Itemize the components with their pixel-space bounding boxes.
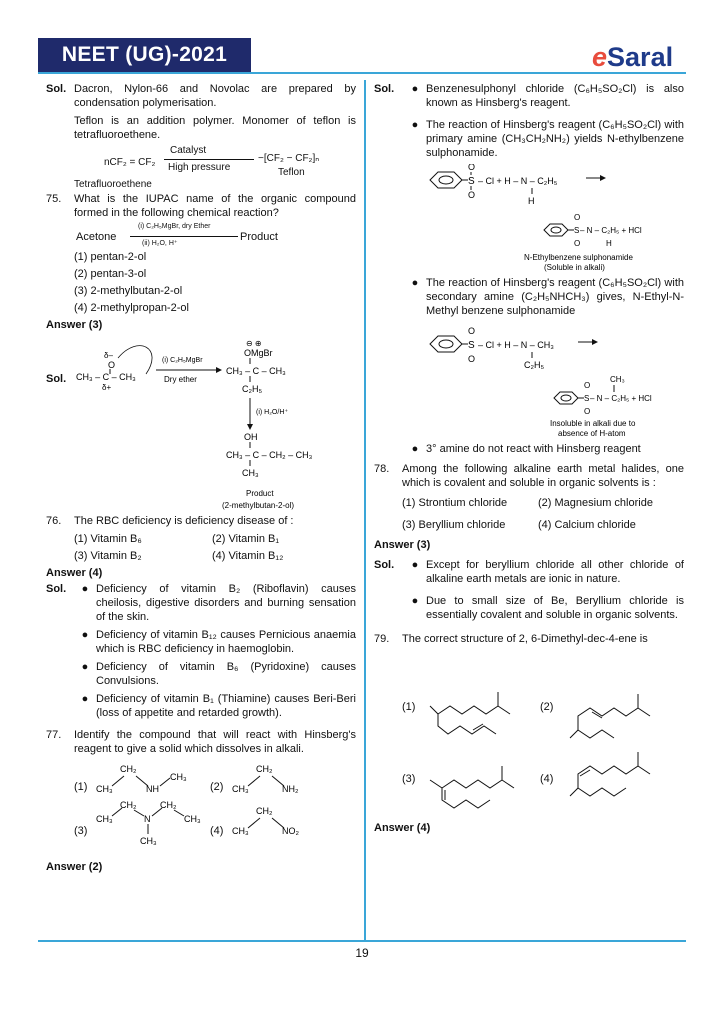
hinsberg-secondary-text: The reaction of Hinsberg's reagent (C₆H₅SO₂Cl) with secondary amine (C₂H₅NHCH₃) gives, N-Ethyl-N-Methyl benzene sulphonamide xyxy=(426,277,684,317)
svg-text:S: S xyxy=(468,176,475,187)
svg-text:O: O xyxy=(584,407,591,416)
q77-option1-structure xyxy=(94,760,204,800)
sol-label: Sol. xyxy=(374,83,395,95)
svg-text:CH₃ – C – CH₃: CH₃ – C – CH₃ xyxy=(76,372,136,382)
svg-text:CH₂: CH₂ xyxy=(256,806,273,816)
svg-text:CH₃: CH₃ xyxy=(170,772,187,782)
column-divider xyxy=(364,80,366,940)
q79-option1-structure xyxy=(422,668,532,748)
svg-text:N-Ethylbenzene sulphonamide: N-Ethylbenzene sulphonamide xyxy=(524,253,633,262)
sol-text: Dacron, Nylon-66 and Novolac are prepared by condensation polymerisation. Teflon is an addition polymer. Monomer of teflon is tetrafluoroethene. xyxy=(74,83,356,141)
svg-text:CH₃: CH₃ xyxy=(96,784,113,794)
svg-text:OMgBr: OMgBr xyxy=(244,348,273,358)
svg-text:S: S xyxy=(574,226,580,235)
right-column: Sol. ● Benzenesulphonyl chloride (C₆H₅SO₂Cl) is also known as Hinsberg's reagent. ● The reaction of Hinsberg's reagent (C₆H₅SO₂Cl) with primary amine (CH₃CH₂NH₂) yields N-ethylbenzene sulphonamide. S O O – Cl + H – N – C₂H₅ H S O O – N – C₂H₅ + HCl H N-Ethylbenzene sulphonamide (Soluble in alkali) ● The reaction of Hinsberg's reagent (C₆H₅SO₂Cl) with secondary amine (C₂H₅NHCH₃) gives, N-Ethyl-N-Methyl benzene sulphonamide S O O – Cl + H – N – CH₃ C₂H₅ S O O – N – C₂H₅ + HCl CH₃ Insoluble in alkali due to absence of H-atom ● 3° amine do not react with Hinsberg reagent 78. Among the following alkaline earth metal halides, one which is covalent and soluble in organic solvents is : (1) Strontium chloride (2) Magnesium chloride (3) Beryllium chloride (4) Calcium chloride Answer (3) Sol. ● Except for beryllium chloride all other chloride of alkaline earth metals are ionic in nature. ● Due to small size of Be, Beryllium chloride is essentially covalent and soluble in organic solvents. 79. The correct structure of 2, 6-Dimethyl-dec-4-ene is (1) (2) (3) (4) Answer (4) xyxy=(374,83,684,834)
svg-text:CH₂: CH₂ xyxy=(120,764,137,774)
svg-text:H: H xyxy=(528,196,535,206)
svg-text:CH₃: CH₃ xyxy=(140,836,157,846)
svg-text:NH₂: NH₂ xyxy=(282,784,299,794)
svg-text:CH₃: CH₃ xyxy=(232,826,249,836)
question-76: 76. The RBC deficiency is deficiency disease of : xyxy=(46,515,294,527)
q76-options: (1) Vitamin B₆ (2) Vitamin B₁ (3) Vitamin B₂ (4) Vitamin B₁₂ xyxy=(74,533,284,562)
svg-text:NH: NH xyxy=(146,784,159,794)
q75-options: (1) pentan-2-ol (2) pentan-3-ol (3) 2-methylbutan-2-ol (4) 2-methylpropan-2-ol xyxy=(74,251,189,314)
svg-text:Insoluble in alkali due to: Insoluble in alkali due to xyxy=(550,419,636,428)
svg-text:O: O xyxy=(584,381,591,390)
svg-text:Product: Product xyxy=(246,489,274,498)
svg-text:CH₃ – C – CH₂ – CH₃: CH₃ – C – CH₂ – CH₃ xyxy=(226,450,313,460)
svg-text:δ+: δ+ xyxy=(102,383,112,392)
svg-text:S: S xyxy=(468,340,475,351)
teflon-equation: nCF₂ = CF₂ Catalyst High pressure −[CF₂ − CF₂]ₙ Teflon Tetrafluoroethene xyxy=(74,145,320,190)
q76-answer: Answer (4) xyxy=(46,567,103,579)
q79-option2-structure xyxy=(562,668,682,748)
svg-text:(Soluble in alkali): (Soluble in alkali) xyxy=(544,263,605,272)
q79-option4-structure xyxy=(562,740,682,820)
svg-text:O: O xyxy=(574,239,581,248)
svg-text:CH₃: CH₃ xyxy=(184,814,201,824)
q76-solution: Sol. ● Deficiency of vitamin B₂ (Riboflavin) causes cheilosis, digestive disorders and burning sensation of the skin. ● Deficiency of vitamin B₁₂ causes Pernicious anaemia which is RBC deficiency in haemoglobin. ● Deficiency of vitamin B₆ (Pyridoxine) causes Convulsions. ● Deficiency of vitamin B₁ (Thiamine) causes Beri-Beri (loss of appetite and retarded growth). xyxy=(46,583,356,719)
svg-text:O: O xyxy=(108,360,116,370)
secondary-reaction-drawing xyxy=(374,322,684,438)
svg-text:S: S xyxy=(584,394,590,403)
svg-text:C₂H₅: C₂H₅ xyxy=(242,384,263,394)
q75-answer: Answer (3) xyxy=(46,319,103,331)
svg-text:CH₂: CH₂ xyxy=(256,764,273,774)
q78-solution: Sol. ● Except for beryllium chloride all other chloride of alkaline earth metals are ionic in nature. ● Due to small size of Be, Beryllium chloride is essentially covalent and soluble in organic solvents. xyxy=(374,559,684,621)
q75-solution-mechanism: Sol. CH₃ – C – CH₃ δ– O δ+ (i) C₂H₅MgBr Dry ether ⊖ ⊕ OMgBr CH₃ – C – CH₃ C₂H₅ (i) H₂O/H⁺ OH CH₃ – C – CH₂ – CH₃ CH₃ Product (2-methylbutan-2-ol) xyxy=(46,338,356,514)
svg-text:CH₃ – C – CH₃: CH₃ – C – CH₃ xyxy=(226,366,286,376)
svg-text:O: O xyxy=(574,213,581,222)
svg-text:– Cl + H – N – C₂H₅: – Cl + H – N – C₂H₅ xyxy=(478,176,558,186)
question-75: 75. What is the IUPAC name of the organic compound formed in the following chemical reaction? xyxy=(46,193,356,219)
footer-divider xyxy=(38,940,686,942)
q77-option3-structure xyxy=(94,800,214,856)
svg-text:(i) H₂O/H⁺: (i) H₂O/H⁺ xyxy=(256,409,289,416)
page-header-title: NEET (UG)-2021 xyxy=(38,38,251,72)
left-column xyxy=(46,82,356,880)
svg-text:CH₂: CH₂ xyxy=(160,800,177,810)
svg-text:– N – C₂H₅ + HCl: – N – C₂H₅ + HCl xyxy=(590,394,652,403)
q78-options: (1) Strontium chloride (2) Magnesium chloride (3) Beryllium chloride (4) Calcium chloride xyxy=(402,497,653,531)
sol-label: Sol. xyxy=(46,83,67,95)
esaral-logo: eSaral xyxy=(592,42,674,72)
svg-text:δ–: δ– xyxy=(104,351,113,360)
svg-text:H: H xyxy=(606,239,612,248)
svg-text:– Cl + H – N – CH₃: – Cl + H – N – CH₃ xyxy=(478,340,554,350)
svg-text:O: O xyxy=(468,164,476,172)
svg-text:OH: OH xyxy=(244,432,258,442)
primary-reaction-drawing xyxy=(374,164,684,276)
question-79: 79. The correct structure of 2, 6-Dimethyl-dec-4-ene is xyxy=(374,633,648,645)
mechanism-drawing xyxy=(46,338,356,514)
svg-text:NO₂: NO₂ xyxy=(282,826,299,836)
svg-text:CH₃: CH₃ xyxy=(242,468,259,478)
svg-text:– N – C₂H₅ + HCl: – N – C₂H₅ + HCl xyxy=(580,226,642,235)
svg-text:CH₃: CH₃ xyxy=(232,784,249,794)
q77-option2-structure xyxy=(230,760,320,800)
svg-text:CH₃: CH₃ xyxy=(610,375,625,384)
hinsberg-secondary-reaction xyxy=(374,322,684,438)
svg-text:Dry ether: Dry ether xyxy=(164,375,197,384)
svg-text:O: O xyxy=(468,190,476,200)
q79-answer: Answer (4) xyxy=(374,822,431,834)
q79-options: (1) (2) (3) (4) xyxy=(374,650,684,818)
svg-text:O: O xyxy=(468,354,476,364)
q77-options: (1) CH₃ CH₂ NH CH₃ (2) CH₃ CH₂ NH₂ (3) CH₃ CH₂ N CH₂ CH₃ CH₃ (4) CH₃ CH₂ NO₂ xyxy=(46,760,356,856)
svg-text:C₂H₅: C₂H₅ xyxy=(524,360,545,370)
svg-text:O: O xyxy=(468,326,476,336)
q79-option3-structure xyxy=(422,740,532,820)
svg-text:(i) C₂H₅MgBr: (i) C₂H₅MgBr xyxy=(162,357,203,364)
page-number: 19 xyxy=(355,946,369,960)
hinsberg-primary-reaction xyxy=(374,164,684,276)
question-78: 78. Among the following alkaline earth metal halides, one which is covalent and soluble in organic solvents is : xyxy=(374,463,684,489)
svg-text:absence of H-atom: absence of H-atom xyxy=(558,429,626,438)
q77-option4-structure xyxy=(230,804,330,854)
svg-text:CH₃: CH₃ xyxy=(96,814,113,824)
q77-answer: Answer (2) xyxy=(46,861,103,873)
tertiary-amine-note: 3° amine do not react with Hinsberg reagent xyxy=(426,443,641,455)
svg-text:⊖ ⊕: ⊖ ⊕ xyxy=(246,339,262,348)
svg-text:CH₂: CH₂ xyxy=(120,800,137,810)
svg-text:(2-methylbutan-2-ol): (2-methylbutan-2-ol) xyxy=(222,501,295,510)
svg-text:N: N xyxy=(144,814,151,824)
question-77: 77. Identify the compound that will react with Hinsberg's reagent to give a solid which dissolves in alkali. xyxy=(46,729,356,755)
q78-answer: Answer (3) xyxy=(374,539,431,551)
q75-equation: Acetone (i) C₂H₅MgBr, dry Ether (ii) H₂O, H⁺ Product xyxy=(76,223,278,247)
header-divider xyxy=(38,72,686,74)
